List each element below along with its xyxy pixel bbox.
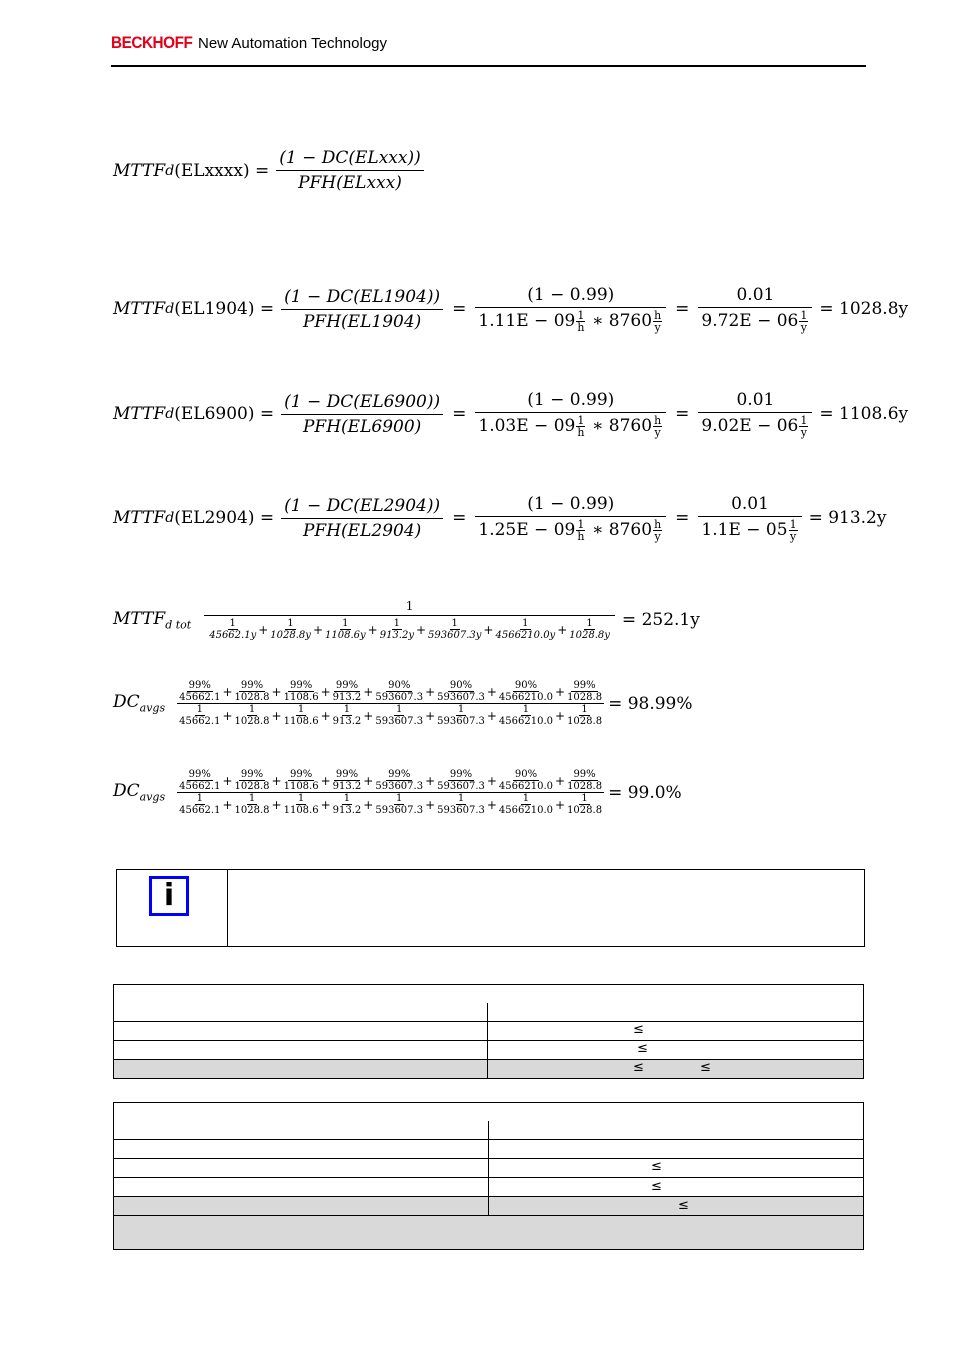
fraction-denominator: 1028.8 xyxy=(234,716,270,727)
fraction-term xyxy=(435,793,487,816)
fraction-denominator: 45662.1 xyxy=(179,716,221,727)
fraction-denominator: 1028.8 xyxy=(567,692,603,703)
fraction-term xyxy=(177,704,222,727)
fraction-denominator: 1028.8 xyxy=(234,805,270,816)
plus-sign: + xyxy=(363,797,374,812)
formula-el6900: MTTF d (EL6900) = (1 − DC(EL6900)) PFH(EL6900) = (1 − 0.99) 1.03E − 09 $\frac{1}{h}$ ∗ 8760 $\frac{h}{y}$ = 0.01 9.02E − 06 $\frac{1}{y}$ = 1108.6y xyxy=(113,390,909,439)
le-symbol: ≤ xyxy=(651,1159,662,1174)
fraction-denominator: 1028.8y xyxy=(569,630,610,641)
plus-sign: + xyxy=(271,684,282,699)
fraction-denominator: 4566210.0 xyxy=(498,805,553,816)
fraction-term xyxy=(282,769,321,792)
le-symbol: ≤ xyxy=(678,1198,689,1213)
plus-sign: + xyxy=(486,773,497,788)
le-symbol: ≤ xyxy=(700,1060,711,1075)
plus-sign: + xyxy=(486,708,497,723)
plus-sign: + xyxy=(486,684,497,699)
fraction-term xyxy=(177,680,222,703)
info-note-box xyxy=(116,869,865,947)
plus-sign: + xyxy=(483,622,494,637)
table-1 xyxy=(113,984,864,1079)
plus-sign: + xyxy=(320,708,331,723)
fraction-numerator: 99% xyxy=(335,680,359,691)
fraction-denominator: 593607.3y xyxy=(428,630,482,641)
fraction-numerator: 99% xyxy=(240,769,264,780)
plus-sign: + xyxy=(557,622,568,637)
fraction-numerator: 1 xyxy=(248,704,256,715)
fraction-term xyxy=(233,704,272,727)
fraction-term xyxy=(282,704,321,727)
plus-sign: + xyxy=(425,684,436,699)
fraction-term xyxy=(378,618,416,641)
fraction-denominator: 593607.3 xyxy=(375,781,424,792)
fraction-numerator: 90% xyxy=(449,680,473,691)
plus-sign: + xyxy=(367,622,378,637)
plus-sign: + xyxy=(271,773,282,788)
formula-mttf-total: $MTTF_{d tot}$ 1 $\frac{1}{45662.1y}$ + $\frac{1}{1028.8y}$ + $\frac{1}{1108.6y}$ + $\frac{1}{913.2y}$ + $\frac{1}{593607.3y}$ + $\frac{1}{4566210.0y}$ + $\frac{1}{1028.8y}$ = 252.1y xyxy=(113,599,700,641)
fraction-denominator: 593607.3 xyxy=(437,781,485,792)
fraction-term xyxy=(323,618,368,641)
fraction-term xyxy=(435,680,487,703)
fraction-numerator: 99% xyxy=(289,680,313,691)
fraction-denominator: 593607.3 xyxy=(375,692,424,703)
fraction-numerator: 1 xyxy=(457,704,465,715)
formula-dc-avg-2: $DC_{avgs}$ $\frac{99\%}{45662.1}$ + $\frac{99\%}{1028.8}$ + $\frac{99\%}{1108.6}$ + $\frac{99\%}{913.2}$ + $\frac{99\%}{593607.3}$ + $\frac{99\%}{593607.3}$ + $\frac{90\%}{4566210.0}$ + $\frac{99\%}{1028.8}$ $\frac{1}{45662.1}$ + $\frac{1}{1028.8}$ + $\frac{1}{1108.6}$ + $\frac{1}{913.2}$ + $\frac{1}{593607.3}$ + $\frac{1}{593607.3}$ + $\frac{1}{4566210.0}$ + $\frac{1}{1028.8}$ = 99.0% xyxy=(113,769,682,816)
fraction-term xyxy=(497,704,555,727)
fraction-numerator: 99% xyxy=(240,680,264,691)
fraction-numerator: 1 xyxy=(343,793,351,804)
plus-sign: + xyxy=(222,684,233,699)
le-symbol: ≤ xyxy=(633,1022,644,1037)
fraction-denominator: 4566210.0 xyxy=(498,716,553,727)
fraction-term xyxy=(233,793,272,816)
fraction-numerator: 1 xyxy=(581,704,588,715)
fraction-term xyxy=(282,680,321,703)
fraction-term xyxy=(373,680,425,703)
fraction-term xyxy=(177,793,222,816)
fraction-denominator: 913.2 xyxy=(332,692,362,703)
fraction-denominator: 1028.8 xyxy=(234,781,270,792)
fraction-denominator: 4566210.0y xyxy=(495,630,556,641)
fraction-denominator: 1028.8 xyxy=(567,781,603,792)
fraction-term xyxy=(497,793,555,816)
fraction-denominator: 4566210.0 xyxy=(498,781,553,792)
mttf-total-denominator xyxy=(204,616,615,641)
table-row xyxy=(114,1197,864,1216)
table-row xyxy=(114,1216,864,1250)
fraction-denominator: 1028.8 xyxy=(234,692,270,703)
plus-sign: + xyxy=(320,773,331,788)
le-symbol: ≤ xyxy=(633,1060,644,1075)
plus-sign: + xyxy=(312,622,323,637)
page-header xyxy=(111,33,866,67)
fraction-denominator: 45662.1 xyxy=(179,692,221,703)
fraction-denominator: 593607.3 xyxy=(437,805,485,816)
fraction-term xyxy=(565,680,604,703)
fraction-numerator: 99% xyxy=(188,769,211,780)
fraction-denominator: 913.2y xyxy=(379,630,414,641)
fraction-term xyxy=(331,704,364,727)
fraction-denominator: 593607.3 xyxy=(437,716,485,727)
plus-sign: + xyxy=(425,797,436,812)
fraction-numerator: 1 xyxy=(457,793,465,804)
fraction-denominator: 1028.8y xyxy=(270,630,311,641)
plus-sign: + xyxy=(425,708,436,723)
fraction-numerator: 90% xyxy=(514,769,538,780)
fraction-term xyxy=(373,793,425,816)
fraction-term xyxy=(177,769,222,792)
fraction-denominator: 1108.6y xyxy=(325,630,366,641)
fraction-term xyxy=(233,680,272,703)
fraction-denominator: 593607.3 xyxy=(437,692,485,703)
formula-general: MTTF d (ELxxxx) = (1 − DC(ELxxx)) PFH(ELxxx) xyxy=(113,148,427,193)
fraction-numerator: 1 xyxy=(229,618,236,629)
plus-sign: + xyxy=(222,773,233,788)
formula-el2904: MTTF d (EL2904) = (1 − DC(EL2904)) PFH(EL2904) = (1 − 0.99) 1.25E − 09 $\frac{1}{h}$ ∗ 8760 $\frac{h}{y}$ = 0.01 1.1E − 05 $\frac{1}{y}$ = 913.2y xyxy=(113,494,887,543)
fraction-denominator: 1108.6 xyxy=(283,781,319,792)
fraction-term xyxy=(331,793,364,816)
fraction-denominator: 45662.1y xyxy=(209,630,257,641)
fraction-numerator: 1 xyxy=(451,618,458,629)
fraction-numerator: 1 xyxy=(396,704,403,715)
formula-el1904: MTTF d (EL1904) = (1 − DC(EL1904)) PFH(EL1904) = (1 − 0.99) 1.11E − 09 $\frac{1}{h}$ ∗ 8760 $\frac{h}{y}$ = 0.01 9.72E − 06 $\frac{1}{y}$ = 1028.8y xyxy=(113,285,909,334)
fraction-term xyxy=(497,680,555,703)
plus-sign: + xyxy=(258,622,269,637)
fraction-term xyxy=(565,769,604,792)
fraction-term xyxy=(435,704,487,727)
fraction-denominator: 913.2 xyxy=(332,716,362,727)
note-divider xyxy=(227,870,228,946)
fraction-term xyxy=(331,769,364,792)
table-2 xyxy=(113,1102,864,1250)
plus-sign: + xyxy=(555,797,566,812)
le-symbol: ≤ xyxy=(637,1041,648,1056)
plus-sign: + xyxy=(271,708,282,723)
plus-sign: + xyxy=(425,773,436,788)
fraction-numerator: 99% xyxy=(188,680,211,691)
plus-sign: + xyxy=(415,622,427,637)
fraction-numerator: 1 xyxy=(196,704,203,715)
plus-sign: + xyxy=(320,797,331,812)
info-icon: i xyxy=(149,876,189,916)
fraction-term xyxy=(331,680,364,703)
fraction-numerator: 1 xyxy=(393,618,401,629)
table-row xyxy=(114,1103,864,1140)
plus-sign: + xyxy=(320,684,331,699)
plus-sign: + xyxy=(271,797,282,812)
fraction-numerator: 99% xyxy=(573,680,596,691)
fraction-numerator: 1 xyxy=(248,793,256,804)
plus-sign: + xyxy=(363,773,374,788)
fraction-denominator: 593607.3 xyxy=(375,805,424,816)
fraction-term xyxy=(435,769,487,792)
plus-sign: + xyxy=(555,708,566,723)
fraction-denominator: 1108.6 xyxy=(283,692,319,703)
brand-logo: BECKHOFF xyxy=(111,33,193,52)
fraction-term xyxy=(493,618,557,641)
fraction-term xyxy=(373,704,425,727)
fraction-numerator: 1 xyxy=(522,618,529,629)
fraction-term xyxy=(426,618,483,641)
plus-sign: + xyxy=(222,797,233,812)
brand-tagline: New Automation Technology xyxy=(198,35,388,52)
fraction-numerator: 1 xyxy=(196,793,203,804)
fraction-denominator: 1108.6 xyxy=(283,716,319,727)
table-row xyxy=(114,1022,864,1041)
plus-sign: + xyxy=(363,708,374,723)
table-row xyxy=(114,1060,864,1079)
fraction-numerator: 1 xyxy=(342,618,349,629)
fraction-numerator: 1 xyxy=(522,704,530,715)
fraction-numerator: 1 xyxy=(396,793,403,804)
table-row xyxy=(114,1159,864,1178)
fraction-numerator: 1 xyxy=(297,793,305,804)
fraction-numerator: 1 xyxy=(343,704,351,715)
fraction-numerator: 1 xyxy=(522,793,530,804)
fraction-denominator: 45662.1 xyxy=(179,805,221,816)
fraction-numerator: 90% xyxy=(514,680,538,691)
fraction-term xyxy=(282,793,321,816)
plus-sign: + xyxy=(555,684,566,699)
fraction-term xyxy=(268,618,313,641)
plus-sign: + xyxy=(555,773,566,788)
fraction-numerator: 99% xyxy=(573,769,596,780)
le-symbol: ≤ xyxy=(651,1179,662,1194)
fraction-term xyxy=(565,704,604,727)
fraction-term xyxy=(207,618,258,641)
fraction-denominator: 1028.8 xyxy=(567,716,603,727)
fraction-term xyxy=(565,793,604,816)
table-row xyxy=(114,1041,864,1060)
fraction-denominator: 4566210.0 xyxy=(498,692,553,703)
fraction-numerator: 1 xyxy=(586,618,593,629)
plus-sign: + xyxy=(486,797,497,812)
table-row xyxy=(114,985,864,1022)
fraction-numerator: 99% xyxy=(335,769,359,780)
fraction-term xyxy=(233,769,272,792)
fraction-denominator: 45662.1 xyxy=(179,781,221,792)
fraction-denominator: 1028.8 xyxy=(567,805,603,816)
fraction-numerator: 99% xyxy=(388,769,411,780)
fraction-denominator: 593607.3 xyxy=(375,716,424,727)
fraction-denominator: 913.2 xyxy=(332,805,362,816)
formula-dc-avg-1: $DC_{avgs}$ $\frac{99\%}{45662.1}$ + $\frac{99\%}{1028.8}$ + $\frac{99\%}{1108.6}$ + $\frac{99\%}{913.2}$ + $\frac{90\%}{593607.3}$ + $\frac{90\%}{593607.3}$ + $\frac{90\%}{4566210.0}$ + $\frac{99\%}{1028.8}$ $\frac{1}{45662.1}$ + $\frac{1}{1028.8}$ + $\frac{1}{1108.6}$ + $\frac{1}{913.2}$ + $\frac{1}{593607.3}$ + $\frac{1}{593607.3}$ + $\frac{1}{4566210.0}$ + $\frac{1}{1028.8}$ = 98.99% xyxy=(113,680,693,727)
plus-sign: + xyxy=(363,684,374,699)
fraction-numerator: 99% xyxy=(289,769,313,780)
fraction-numerator: 99% xyxy=(449,769,473,780)
fraction-term xyxy=(567,618,612,641)
fraction-denominator: 1108.6 xyxy=(283,805,319,816)
table-row xyxy=(114,1140,864,1159)
table-row xyxy=(114,1178,864,1197)
fraction-numerator: 90% xyxy=(388,680,411,691)
plus-sign: + xyxy=(222,708,233,723)
fraction-denominator: 913.2 xyxy=(332,781,362,792)
fraction-numerator: 1 xyxy=(581,793,588,804)
fraction-term xyxy=(373,769,425,792)
fraction-term xyxy=(497,769,555,792)
fraction-numerator: 1 xyxy=(297,704,305,715)
fraction-numerator: 1 xyxy=(287,618,294,629)
